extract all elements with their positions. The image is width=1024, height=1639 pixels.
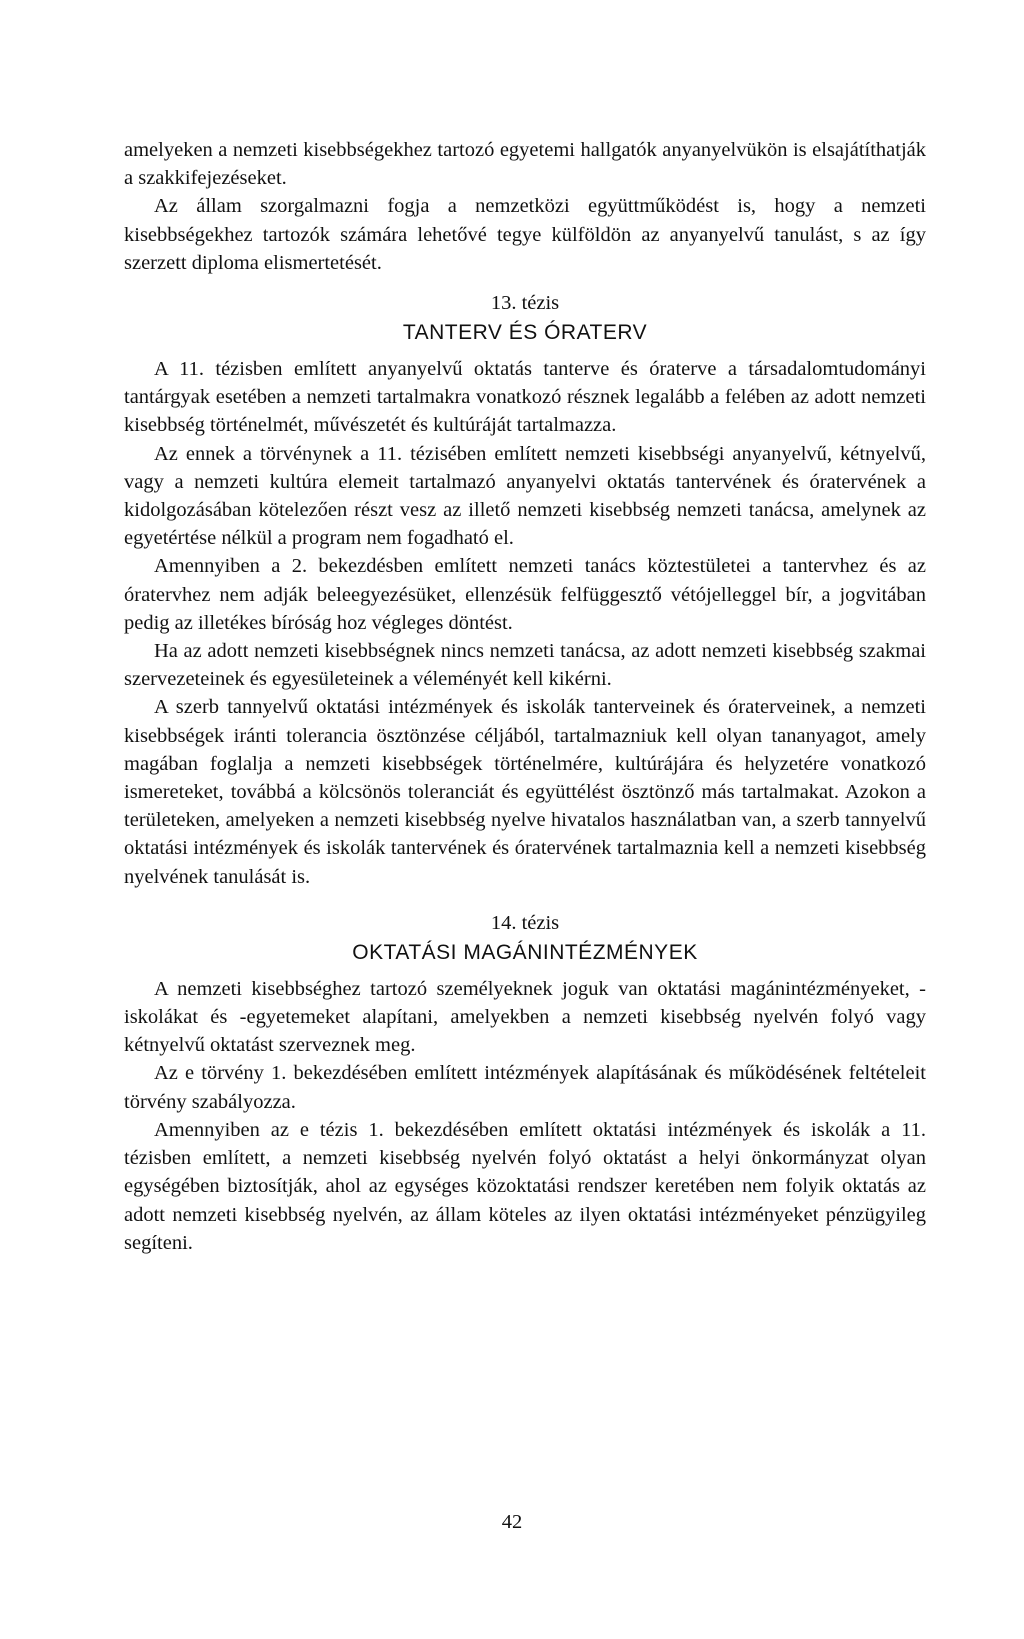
- intro-paragraph-1: amelyeken a nemzeti kisebbségekhez tartozó egyetemi hallgatók anyanyelvükön is elsajátíthatják a szakkifejezéseket.: [124, 139, 926, 190]
- section-14-paragraph-3: Amennyiben az e tézis 1. bekezdésében említett oktatási intézmények és iskolák a 11. tézisben említett, a nemzeti kisebbség nyelvén folyó oktatást a helyi önkormányzat olyan egységében biztosítják, ahol az egységes közoktatási rendszer keretében nem folyik oktatás az adott nemzeti kisebbség nyelvén, az állam köteles az ilyen oktatási intézményeket pénzügyileg segíteni.: [124, 1118, 926, 1254]
- section-13-number: 13. tézis: [490, 292, 560, 315]
- page-content: [124, 136, 926, 1257]
- section-13-paragraph-1: A 11. tézisben említett anyanyelvű oktatás tanterve és óraterve a társadalomtudományi tantárgyak esetében a nemzeti tartalmakra vonatkozó résznek legalább a felében az adott nemzeti kisebbség történelmét, művészetét és kultúráját tartalmazza.: [124, 358, 926, 437]
- section-13-title: TANTERV ÉS ÓRATERV: [402, 321, 648, 345]
- section-14-paragraph-2: Az e törvény 1. bekezdésében említett intézmények alapításának és működésének feltételeit törvény szabályozza.: [124, 1062, 926, 1113]
- section-13-paragraph-2: Az ennek a törvénynek a 11. tézisében említett nemzeti kisebbségi anyanyelvű, kétnyelvű, vagy a nemzeti kultúra elemeit tartalmazó anyanyelvi oktatás tantervének és óratervének a kidolgozásában kötelezően részt vesz az illető nemzeti kisebbség nemzeti tanácsa, amelynek az egyetértése nélkül a program nem fogadható el.: [124, 442, 926, 550]
- section-14-number: 14. tézis: [490, 911, 560, 934]
- intro-paragraph-2: Az állam szorgalmazni fogja a nemzetközi együttműködést is, hogy a nemzeti kisebbségekhez tartozók számára lehetővé tegye külföldön az anyanyelvű tanulást, s az így szerzett diploma elismertetését.: [124, 195, 926, 274]
- section-13-paragraph-3: Amennyiben a 2. bekezdésben említett nemzeti tanács köztestületei a tantervhez és az óratervhez nem adják beleegyezésüket, ellenzésük felfüggesztő vétójelleggel bír, a jogvitában pedig az illetékes bíróság hoz végleges döntést.: [124, 555, 926, 634]
- section-14-title: OKTATÁSI MAGÁNINTÉZMÉNYEK: [352, 940, 698, 964]
- page-number: 42: [501, 1511, 523, 1533]
- section-14-paragraph-1: A nemzeti kisebbséghez tartozó személyeknek joguk van oktatási magánintézményeket, -iskolákat és -egyetemeket alapítani, amelyekben a nemzeti kisebbség nyelvén folyó vagy kétnyelvű oktatást szerveznek meg.: [124, 977, 926, 1057]
- section-13-paragraph-4: Ha az adott nemzeti kisebbségnek nincs nemzeti tanácsa, az adott nemzeti kisebbség szakmai szervezeteinek és egyesületeinek a véleményét kell kikérni.: [124, 640, 926, 691]
- section-13-paragraph-5: A szerb tannyelvű oktatási intézmények és iskolák tanterveinek és óraterveinek, a nemzeti kisebbségek iránti tolerancia ösztönzése céljából, tartalmazniuk kell olyan tananyagot, amely magában foglalja a nemzeti kisebbségek történelmére, kultúrájára és helyzetére vonatkozó ismereteket, továbbá a kölcsönös toleranciát és együttélést ösztönző más tartalmakat. Azokon a területeken, amelyeken a nemzeti kisebbség nyelve hivatalos használatban van, a szerb tannyelvű oktatási intézmények és iskolák tantervének és óratervének tartalmaznia kell a nemzeti kisebbség nyelvének tanulását is.: [124, 696, 926, 888]
